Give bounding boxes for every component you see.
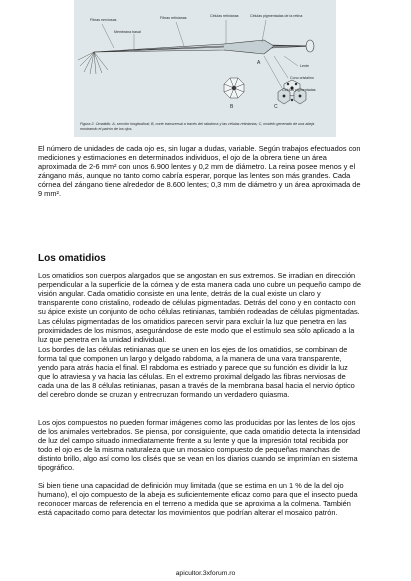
paragraph-text: Las células pigmentadas de los omatidios parecen servir para excluir la luz que penetra en las proximidades de los mismos, asegurándose de este modo que el estímulo sea sólo aplicado a la luz que penetra en la unidad individual.: [38, 317, 355, 345]
paragraph-ojos-compuestos: [38, 418, 362, 472]
label-celulas-pigmentadas: Células pigmentadas: [282, 88, 316, 92]
label-fibras-nerviosas: Fibras nerviosas: [90, 18, 117, 22]
label-celulas-pigmentadas-retina: Células pigmentadas de la retina: [250, 14, 303, 18]
paragraph-definicion: [38, 481, 362, 517]
paragraph-text: Los omatidios son cuerpos alargados que se angostan en sus extremos. Se irradian en dirección perpendicular a la superficie de la córnea y de esta manera cada uno cubre un pequeño campo de visión angular. Cada omatidio consiste en una lente, detrás de la cual existe un claro y transparente cono cristalino, rodeado de células pigmentadas. Detrás del cono y en contacto con su ápice existe un conjunto de ocho células retinianas, también rodeadas de células pigmentadas.: [38, 271, 361, 317]
paragraph-text: Los ojos compuestos no pueden formar imágenes como las producidas por las lentes de los ojos de los animales vertebrados. Se piensa, por consiguiente, que cada omatidio detecta la intensidad de luz del campo situado inmediatamente frente a su lente y que la impresión total recibida por todo el ojo es de la misma naturaleza que un mosaico compuesto de pequeñas manchas de distinto brillo, algo así como los clisés que se vean en los diarios cuando se imprimían en sistema tipográfico.: [38, 418, 361, 473]
letter-a: A: [257, 60, 261, 66]
label-fibras-retinianas: Fibras retinianas: [160, 16, 187, 20]
label-cono-cristalino: Cono cristalino: [290, 76, 314, 80]
paragraph-intro: [38, 144, 362, 198]
paragraph-text: Si bien tiene una capacidad de definición muy limitada (que se estima en un 1 % de la del ojo humano), el ojo compuesto de la abeja es suficientemente eficaz como para que el insecto pueda reconocer marcas de referencia en el terreno a medida que se aproxima a la colmena. También está capacitado como para detectar los movimientos que podrían alterar el mosaico patrón.: [38, 481, 358, 518]
letter-b: B: [230, 104, 234, 110]
section-heading: Los omatidios: [38, 253, 106, 264]
paragraph-omatidios-definicion: [38, 271, 362, 316]
paragraph-rabdoma: [38, 345, 362, 399]
paragraph-text: Los bordes de las células retinianas que se unen en los ejes de los omatidios, se combinan de forma tal que componen un largo y delgado rabdoma, a la manera de una vara transparente, yendo para atrás hacia el final. El rabdoma es estriado y parece que su función es dividir la luz que lo atraviesa y va hacia las células. En el extremo proximal delgado las fibras nerviosas de cada una de las 8 células retinianas, pasan a través de la membrana basal hacia el nervio óptico del cerebro donde se cruzan y entrecruzan formando un verdadero quiasma.: [38, 345, 355, 400]
omatidio-figure: [74, 0, 336, 137]
cross-section: [224, 78, 244, 98]
paragraph-celulas-pigmentadas: [38, 317, 362, 344]
label-celulas-retinianas: Células retinianas: [210, 14, 239, 18]
footer-site: apicultor.3xforum.ro: [175, 570, 236, 577]
label-lente: Lente: [300, 64, 309, 68]
hexagon-mosaic: [278, 80, 306, 104]
label-membrana-basal: Membrana basal: [114, 30, 141, 34]
paragraph-text: El número de unidades de cada ojo es, sin lugar a dudas, variable. Según trabajos efectuados con mediciones y estimaciones en determinados individuos, el ojo de la obrera tiene un área aproximada de 2-6 mm² con unos 6.900 lentes y 0,2 mm de diámetro. La reina posee menos y el zángano más, aunque no tanto como cabría esperar, porque las lentes son más grandes. Cada córnea del zángano tiene alrededor de 8.600 lentes; 0,3 mm de diámetro y un área aproximada de 9 mm².: [38, 144, 361, 199]
letter-c: C: [274, 104, 278, 110]
figure-caption: Figura 2. Omatidio. A, sección longitudinal; B, corte transversal a través del rabdoma y las células retinianas; C, modelo generado de una abeja mostrando el patrón de los ojos.: [80, 122, 315, 131]
